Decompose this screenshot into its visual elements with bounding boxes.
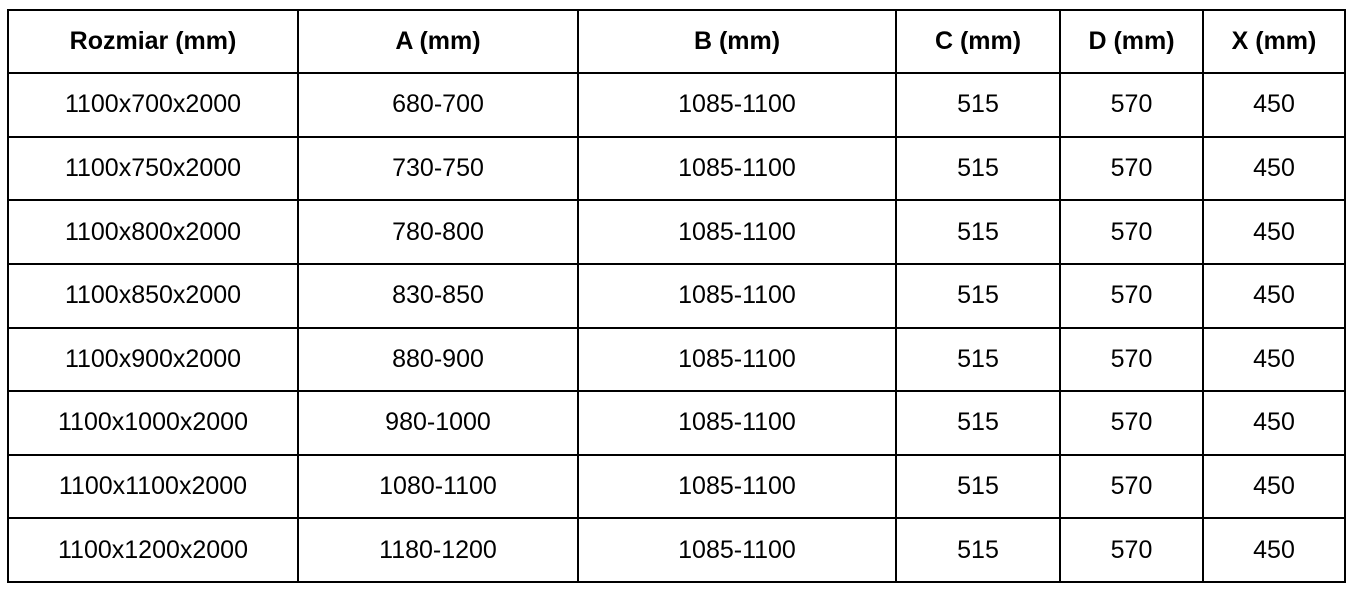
cell-c: 515 bbox=[896, 264, 1060, 328]
cell-d: 570 bbox=[1060, 391, 1203, 455]
cell-x: 450 bbox=[1203, 455, 1345, 519]
table-row bbox=[8, 518, 1345, 582]
cell-a: 780-800 bbox=[298, 200, 578, 264]
table-row bbox=[8, 137, 1345, 201]
cell-d: 570 bbox=[1060, 73, 1203, 137]
cell-b: 1085-1100 bbox=[578, 455, 896, 519]
cell-rozmiar: 1100x1100x2000 bbox=[8, 455, 298, 519]
cell-b: 1085-1100 bbox=[578, 518, 896, 582]
table-row bbox=[8, 328, 1345, 392]
cell-b: 1085-1100 bbox=[578, 328, 896, 392]
cell-b: 1085-1100 bbox=[578, 391, 896, 455]
cell-x: 450 bbox=[1203, 73, 1345, 137]
cell-d: 570 bbox=[1060, 137, 1203, 201]
cell-x: 450 bbox=[1203, 518, 1345, 582]
cell-c: 515 bbox=[896, 137, 1060, 201]
column-header-b: B (mm) bbox=[578, 10, 896, 73]
cell-b: 1085-1100 bbox=[578, 73, 896, 137]
table-row bbox=[8, 200, 1345, 264]
cell-a: 880-900 bbox=[298, 328, 578, 392]
table-row bbox=[8, 264, 1345, 328]
cell-d: 570 bbox=[1060, 328, 1203, 392]
cell-d: 570 bbox=[1060, 200, 1203, 264]
cell-x: 450 bbox=[1203, 391, 1345, 455]
cell-a: 1180-1200 bbox=[298, 518, 578, 582]
cell-c: 515 bbox=[896, 518, 1060, 582]
cell-rozmiar: 1100x800x2000 bbox=[8, 200, 298, 264]
cell-a: 730-750 bbox=[298, 137, 578, 201]
table-row bbox=[8, 391, 1345, 455]
cell-b: 1085-1100 bbox=[578, 200, 896, 264]
size-dimensions-table bbox=[7, 9, 1346, 583]
column-header-rozmiar: Rozmiar (mm) bbox=[8, 10, 298, 73]
cell-a: 980-1000 bbox=[298, 391, 578, 455]
table-row bbox=[8, 73, 1345, 137]
cell-a: 680-700 bbox=[298, 73, 578, 137]
cell-rozmiar: 1100x850x2000 bbox=[8, 264, 298, 328]
table-row bbox=[8, 455, 1345, 519]
cell-c: 515 bbox=[896, 391, 1060, 455]
cell-x: 450 bbox=[1203, 200, 1345, 264]
header-row bbox=[8, 10, 1345, 73]
cell-rozmiar: 1100x750x2000 bbox=[8, 137, 298, 201]
column-header-d: D (mm) bbox=[1060, 10, 1203, 73]
cell-x: 450 bbox=[1203, 137, 1345, 201]
column-header-a: A (mm) bbox=[298, 10, 578, 73]
cell-x: 450 bbox=[1203, 264, 1345, 328]
cell-c: 515 bbox=[896, 455, 1060, 519]
cell-rozmiar: 1100x900x2000 bbox=[8, 328, 298, 392]
cell-b: 1085-1100 bbox=[578, 137, 896, 201]
cell-d: 570 bbox=[1060, 518, 1203, 582]
cell-x: 450 bbox=[1203, 328, 1345, 392]
column-header-c: C (mm) bbox=[896, 10, 1060, 73]
cell-c: 515 bbox=[896, 200, 1060, 264]
cell-c: 515 bbox=[896, 328, 1060, 392]
cell-d: 570 bbox=[1060, 455, 1203, 519]
column-header-x: X (mm) bbox=[1203, 10, 1345, 73]
cell-b: 1085-1100 bbox=[578, 264, 896, 328]
cell-a: 830-850 bbox=[298, 264, 578, 328]
cell-d: 570 bbox=[1060, 264, 1203, 328]
cell-rozmiar: 1100x700x2000 bbox=[8, 73, 298, 137]
cell-c: 515 bbox=[896, 73, 1060, 137]
cell-a: 1080-1100 bbox=[298, 455, 578, 519]
cell-rozmiar: 1100x1000x2000 bbox=[8, 391, 298, 455]
cell-rozmiar: 1100x1200x2000 bbox=[8, 518, 298, 582]
